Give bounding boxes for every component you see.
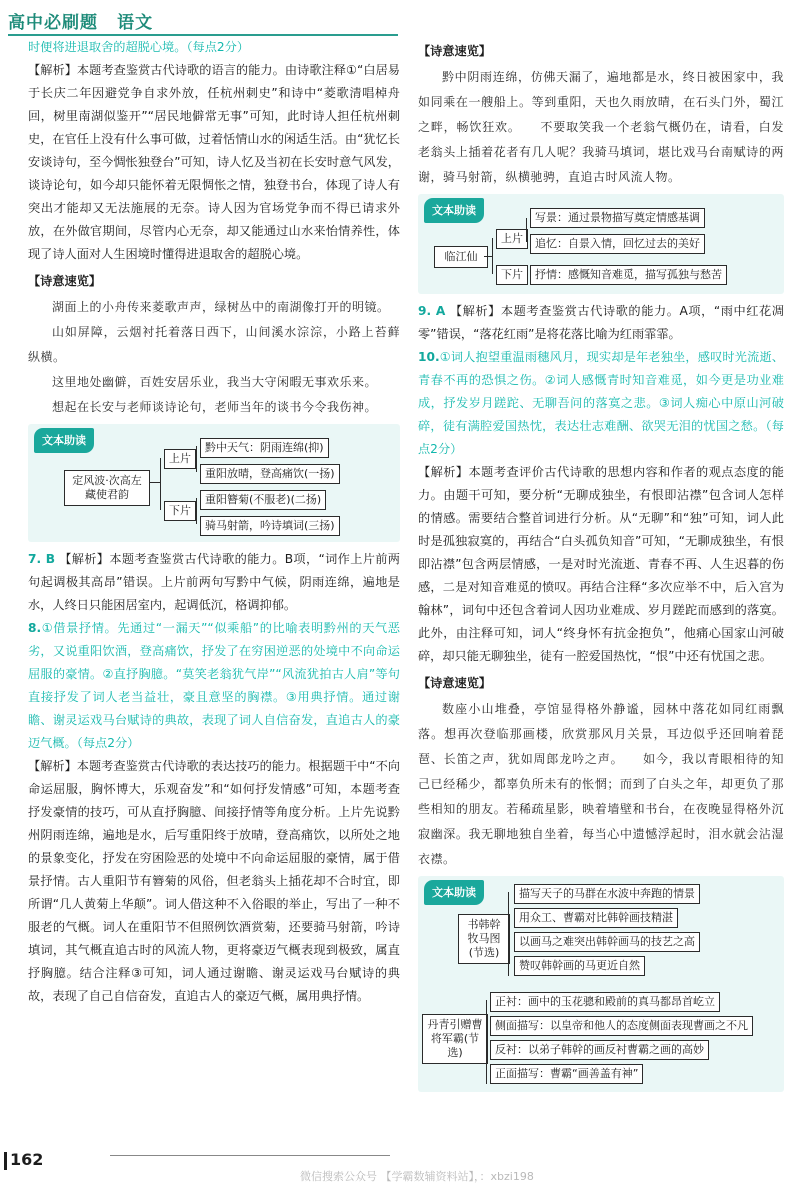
answer-continuation: 时便将进退取舍的超脱心境。（每点2分）	[28, 40, 250, 54]
question-number: 10.	[418, 350, 440, 364]
analysis-paragraph: 【解析】本题考查鉴赏古代诗歌的表达技巧的能力。根据题干中“不向命运屈服，胸怀博大，乐观奋发”和“如何抒发情感”可知，本题考查抒发豪情的技巧，可从直抒胸臆、间接抒情等角度分析。上片先说黔州阴雨连绵，遍地是水，后写重阳终于放晴，登高痛饮，以所处之地的景象变化，抒发在穷困险恶的处境中不向命运屈服的豪情，属于借景抒情。古人重阳节有簪菊的风俗，但老翁头上插花却不合时宜，即所谓“几人黄菊上华颠”。词人借这种不入俗眼的举止，写出了一种不服老的气概。词人在重阳节不但照例饮酒赏菊，还要骑马射箭，吟诗填词，其气概直追古时的风流人物，更将豪迈气概表现到极致，属直抒胸臆。结合注释③可知，词人通过谢瞻、谢灵运戏马台赋诗的典故，表现了自己自信奋发，直追古人的豪迈气概，属用典抒情。	[28, 759, 400, 1003]
page-number: 162	[10, 1150, 44, 1169]
reading-aid-box	[418, 876, 784, 1092]
diagram-branch: 上片	[164, 449, 196, 469]
connector	[526, 218, 527, 242]
connector	[160, 458, 161, 510]
translation-line: 这里地处幽僻，百姓安居乐业，我当大守闲暇无事欢乐来。	[52, 375, 378, 389]
diagram-leaf: 重阳放晴，登高痛饮(一扬)	[200, 464, 340, 484]
diagram-leaf: 反衬：以弟子韩幹的画反衬曹霸之画的高妙	[490, 1040, 709, 1060]
reading-aid-box	[28, 424, 400, 542]
diagram-leaf: 赞叹韩幹画的马更近自然	[514, 956, 645, 976]
diagram-leaf: 黔中天气：阴雨连绵(抑)	[200, 438, 329, 458]
page-header	[8, 8, 398, 36]
series-title: 高中必刷题	[8, 13, 98, 33]
box-title: 文本助读	[34, 428, 94, 453]
answer-text: 【解析】本题考查鉴赏古代诗歌的能力。B项，“词作上片前两句起调极其高昂”错误。上片前两句写黔中气候，阴雨连绵，遍地是水，人终日只能困居室内，起调低沉，格调抑郁。	[28, 552, 400, 612]
diagram-branch: 上片	[496, 229, 528, 249]
analysis-paragraph: 【解析】本题考查评价古代诗歌的思想内容和作者的观点态度的能力。由题干可知，要分析“无聊成独坐，有恨即沾襟”包含词人怎样的情感。需要结合整首词进行分析。从“无聊”和“独”可知，词人此时是孤独寂寞的，再结合“白头孤负知音”可知，“无聊成独坐，有恨即沾襟”包含两层情感，一是对时光流逝、青春不再、人生迟暮的伤感，二是对知音难觅的愤叹。再结合注释“多次应举不中，后入宫为翰林”，词句中还包含着词人因功业难成、岁月蹉跎而感到的落寞。此外，由注释可知，词人“终身怀有抗金抱负”，他痛心国家山河破碎，却只能无聊独坐，徒有一腔爱国热忱，“恨”中还有忧国之悲。	[418, 465, 784, 663]
right-column	[418, 36, 784, 1098]
translation-line: 黔中阴雨连绵，仿佛天漏了，遍地都是水，终日被困家中，我如同乘在一艘船上。等到重阳，天也久雨放晴，在石头门外，蜀江之畔，畅饮狂欢。 不要取笑我一个老翁气概仍在，请看，白发老翁头上插着花者有几人呢？我骑马填词，堪比戏马台南赋诗的两谢，骑马射箭，纵横驰骋，直追古时风流人物。	[418, 70, 784, 184]
connector	[508, 892, 509, 976]
question-number: 9. A	[418, 304, 446, 318]
diagram-root: 定风波·次高左藏使君韵	[64, 470, 150, 506]
answer-text: ①词人抱望重温雨穗风月，现实却是年老独坐，感叹时光流逝、青春不再的恐惧之伤。②词人感慨青时知音难觅，如今更是功业难成，抒发岁月蹉跎、无聊吾问的落寞之悲。③词人痴心中原山河破碎，徒有满腔爱国热忱，表达壮志难酬、欲哭无泪的忧国之愁。（每点2分）	[418, 350, 784, 456]
analysis-paragraph: 【解析】本题考查鉴赏古代诗歌的语言的能力。由诗歌注释①“白居易于长庆二年因避党争自求外放，任杭州刺史”和诗中“菱歌清唱棹舟回，树里南湖似鉴开”“居民地僻常无事”可知，此时诗人担任杭州刺史，在官任上没有什么事可做，过着恬情山水的闲适生活。由“犹忆长安谈诗句，至今惆怅独登台”可知，诗人忆及当初在长安时意气风发，谈诗论句，如今却只能怀着无限惆怅之情，独登书台，体现了诗人有突出才能却又无法施展的无奈。诗人因为官场党争而不得已请求外放，在外做官期间，尽管内心无奈，却又能通过山水来怡情养性，体现了诗人面对人生困境时懂得进退取舍的超脱心境。	[28, 63, 400, 261]
diagram-leaf: 描写天子的马群在水波中奔跑的情景	[514, 884, 700, 904]
connector	[484, 256, 492, 257]
footer-rule	[110, 1155, 390, 1156]
diagram-branch: 下片	[164, 501, 196, 521]
answer-text: 【解析】本题考查鉴赏古代诗歌的能力。A项，“雨中红花凋零”错误，“落花红雨”是将花落比喻为红雨霏霏。	[418, 304, 784, 341]
connector	[492, 238, 493, 274]
diagram-leaf: 以画马之难突出韩幹画马的技艺之高	[514, 932, 700, 952]
connector	[196, 446, 197, 472]
connector	[196, 498, 197, 524]
question-number: 7. B	[28, 552, 55, 566]
diagram-leaf: 写景：通过景物描写奠定情感基调	[530, 208, 705, 228]
diagram-branch: 下片	[496, 265, 528, 285]
diagram-root: 书韩幹牧马图(节选)	[458, 914, 510, 964]
subject-title: 语文	[117, 13, 154, 33]
section-heading: 【诗意速览】	[418, 676, 492, 690]
watermark: 微信搜索公众号 【学霸数辅资料站】，：xbzi198	[300, 1170, 534, 1183]
diagram-leaf: 抒情：感慨知音难觅，描写孤独与愁苦	[530, 265, 727, 285]
diagram-leaf: 正衬：画中的玉花骢和殿前的真马都昂首屹立	[490, 992, 720, 1012]
translation-line: 山如屏障，云烟衬托着落日西下，山间溪水淙淙，小路上苔藓纵横。	[28, 325, 400, 364]
reading-aid-box	[418, 194, 784, 294]
question-number: 8.	[28, 621, 42, 635]
box-title: 文本助读	[424, 880, 484, 905]
translation-line: 想起在长安与老师谈诗论句，老师当年的谈书今令我伤神。	[52, 400, 378, 414]
diagram-leaf: 正面描写：曹霸“画善盖有神”	[490, 1064, 643, 1084]
box-title: 文本助读	[424, 198, 484, 223]
diagram-root: 丹青引赠曹将军霸(节选)	[422, 1014, 488, 1064]
section-heading: 【诗意速览】	[28, 274, 102, 288]
diagram-leaf: 用众工、曹霸对比韩幹画技精湛	[514, 908, 678, 928]
diagram-leaf: 追忆：自景入情，回忆过去的美好	[530, 234, 705, 254]
answer-text: ①借景抒情。先通过“一漏天”“似乘船”的比喻表明黔州的天气恶劣，又说重阳饮酒，登高痛饮，抒发了在穷困逆恶的处境中不向命运屈服的豪情。②直抒胸臆。“莫笑老翁犹气岸”“风流犹拍古人肩”等句直接抒发了词人老当益壮，豪且意坚的胸襟。③用典抒情。通过谢瞻、谢灵运戏马台赋诗的典故，表现了词人自信奋发，直追古人的豪迈气概。（每点2分）	[28, 621, 400, 750]
translation-line: 数座小山堆叠，亭馆显得格外静谧，园林中落花如同红雨飘落。想再次登临那画楼，欣赏那风月关景，耳边似乎还回响着琵琶、长笛之声，犹如周郎龙吟之声。 如今，我以青眼相待的知己已经稀少，都辜负所未有的怅惘；而到了白头之年，却更负了那些相知的朋友。若稀疏星影，映着墙壁和书台，在夜晚显得格外沉寂幽深。我无聊地独自坐着，每当心中遗憾浮起时，泪水就会沾湿衣襟。	[418, 702, 784, 866]
connector	[150, 482, 160, 483]
diagram-leaf: 侧面描写：以皇帝和他人的态度侧面表现曹画之不凡	[490, 1016, 753, 1036]
section-heading: 【诗意速览】	[418, 44, 492, 58]
diagram-leaf: 骑马射箭，吟诗填词(三扬)	[200, 516, 340, 536]
translation-line: 湖面上的小舟传来菱歌声声，绿树丛中的南湖像打开的明镜。	[52, 300, 390, 314]
diagram-leaf: 重阳簪菊(不服老)(二扬)	[200, 490, 326, 510]
left-column	[28, 36, 400, 1008]
diagram-root: 临江仙	[434, 246, 488, 268]
connector	[486, 1000, 487, 1084]
